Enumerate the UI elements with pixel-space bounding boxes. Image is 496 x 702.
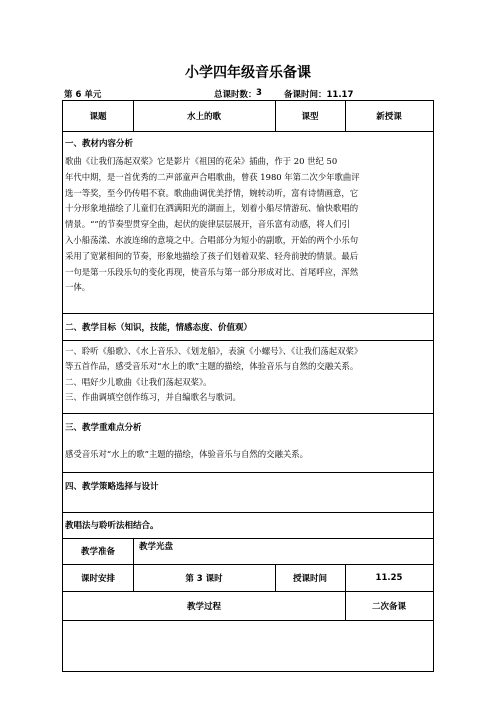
rule <box>63 472 433 473</box>
text-line: 情景。“”的节奏型贯穿全曲，起伏的旋律层层展开，音乐富有动感，将人们引 <box>65 219 350 230</box>
prep-label: 教学准备 <box>80 547 115 557</box>
teaching-time-value: 11.25 <box>375 572 403 583</box>
rule <box>63 340 433 341</box>
lesson-plan-table <box>62 100 434 672</box>
section-heading-strategy: 四、教学策略选择与设计 <box>65 482 159 492</box>
type-label: 课型 <box>301 112 319 122</box>
text-line: 一、聆听《船歌》、《水上音乐》、《划龙船》，表演《小螺号》、《让我们荡起双桨》 <box>65 346 363 356</box>
topic-value: 水上的歌 <box>186 112 221 122</box>
text-line: 十分形象地描绘了儿童们在洒满阳光的湖面上，划着小船尽情游玩、愉快歌唱的 <box>65 203 359 214</box>
section-heading-objectives: 二、教学目标（知识，技能，情感态度、价值观） <box>65 323 253 333</box>
section-heading-content-analysis: 一、教材内容分析 <box>65 139 134 149</box>
unit-label: 第 6 单元 <box>64 90 102 100</box>
text-line: 歌曲《让我们荡起双桨》它是影片《祖国的花朵》插曲，作于 20 世纪 50 <box>65 156 338 166</box>
rule <box>63 620 433 621</box>
rule <box>133 538 134 564</box>
text-line: 采用了宽紧相间的节奏，形象地描绘了孩子们划着双桨、轻舟前驶的情景。最后 <box>65 250 359 261</box>
topic-label: 课题 <box>89 112 107 122</box>
rule <box>63 512 433 513</box>
text-line: 二、唱好少儿歌曲《让我们荡起双桨》。 <box>65 376 212 387</box>
key-points-text: 感受音乐对“水上的歌”主题的描绘，体验音乐与自然的交融关系。 <box>65 449 309 459</box>
text-line: 等五首作品，感受音乐对“水上的歌”主题的描绘，体验音乐与自然的交融关系。 <box>65 361 359 372</box>
prep-value: 教学光盘 <box>139 542 174 552</box>
total-hours-value: 3 <box>256 88 262 98</box>
text-line: 入小船荡漾、水波连绵的意境之中。合唱部分为短小的副歌，开始的两个小乐句 <box>65 234 359 245</box>
total-hours-label: 总课时数： <box>214 90 257 100</box>
text-line: 一体。 <box>65 282 91 293</box>
objectives-text <box>63 344 433 406</box>
current-hour-label: 备课时间：11.17 <box>284 90 354 100</box>
teaching-time-label: 授课时间 <box>292 573 327 584</box>
second-prep-label: 二次备课 <box>371 601 406 612</box>
schedule-label: 课时安排 <box>80 573 115 584</box>
rule <box>63 131 433 132</box>
rule <box>63 413 433 414</box>
type-value: 新授课 <box>376 112 402 122</box>
strategy-text: 教唱法与聆听法相结合。 <box>65 521 159 531</box>
content-analysis-text <box>63 154 433 296</box>
text-line: 三、作曲调填空创作练习，并自编歌名与歌词。 <box>65 392 241 403</box>
schedule-value: 第 3 课时 <box>185 573 223 584</box>
process-label: 教学过程 <box>186 601 221 612</box>
text-line: 一句是第一乐段乐句的变化再现，使音乐与第一部分形成对比、首尾呼应，浑然 <box>65 266 359 277</box>
page-title: 小学四年级音乐备课 <box>185 65 311 81</box>
text-line: 年代中期，是一首优秀的二声部童声合唱歌曲，曾获 1980 年第二次少年歌曲评 <box>65 171 360 182</box>
text-line: 选一等奖，至今仍传唱不衰。歌曲曲调优美抒情，婉转动听，富有诗情画意，它 <box>65 187 359 198</box>
rule <box>63 313 433 314</box>
section-heading-key-points: 三、教学重难点分析 <box>65 423 142 433</box>
